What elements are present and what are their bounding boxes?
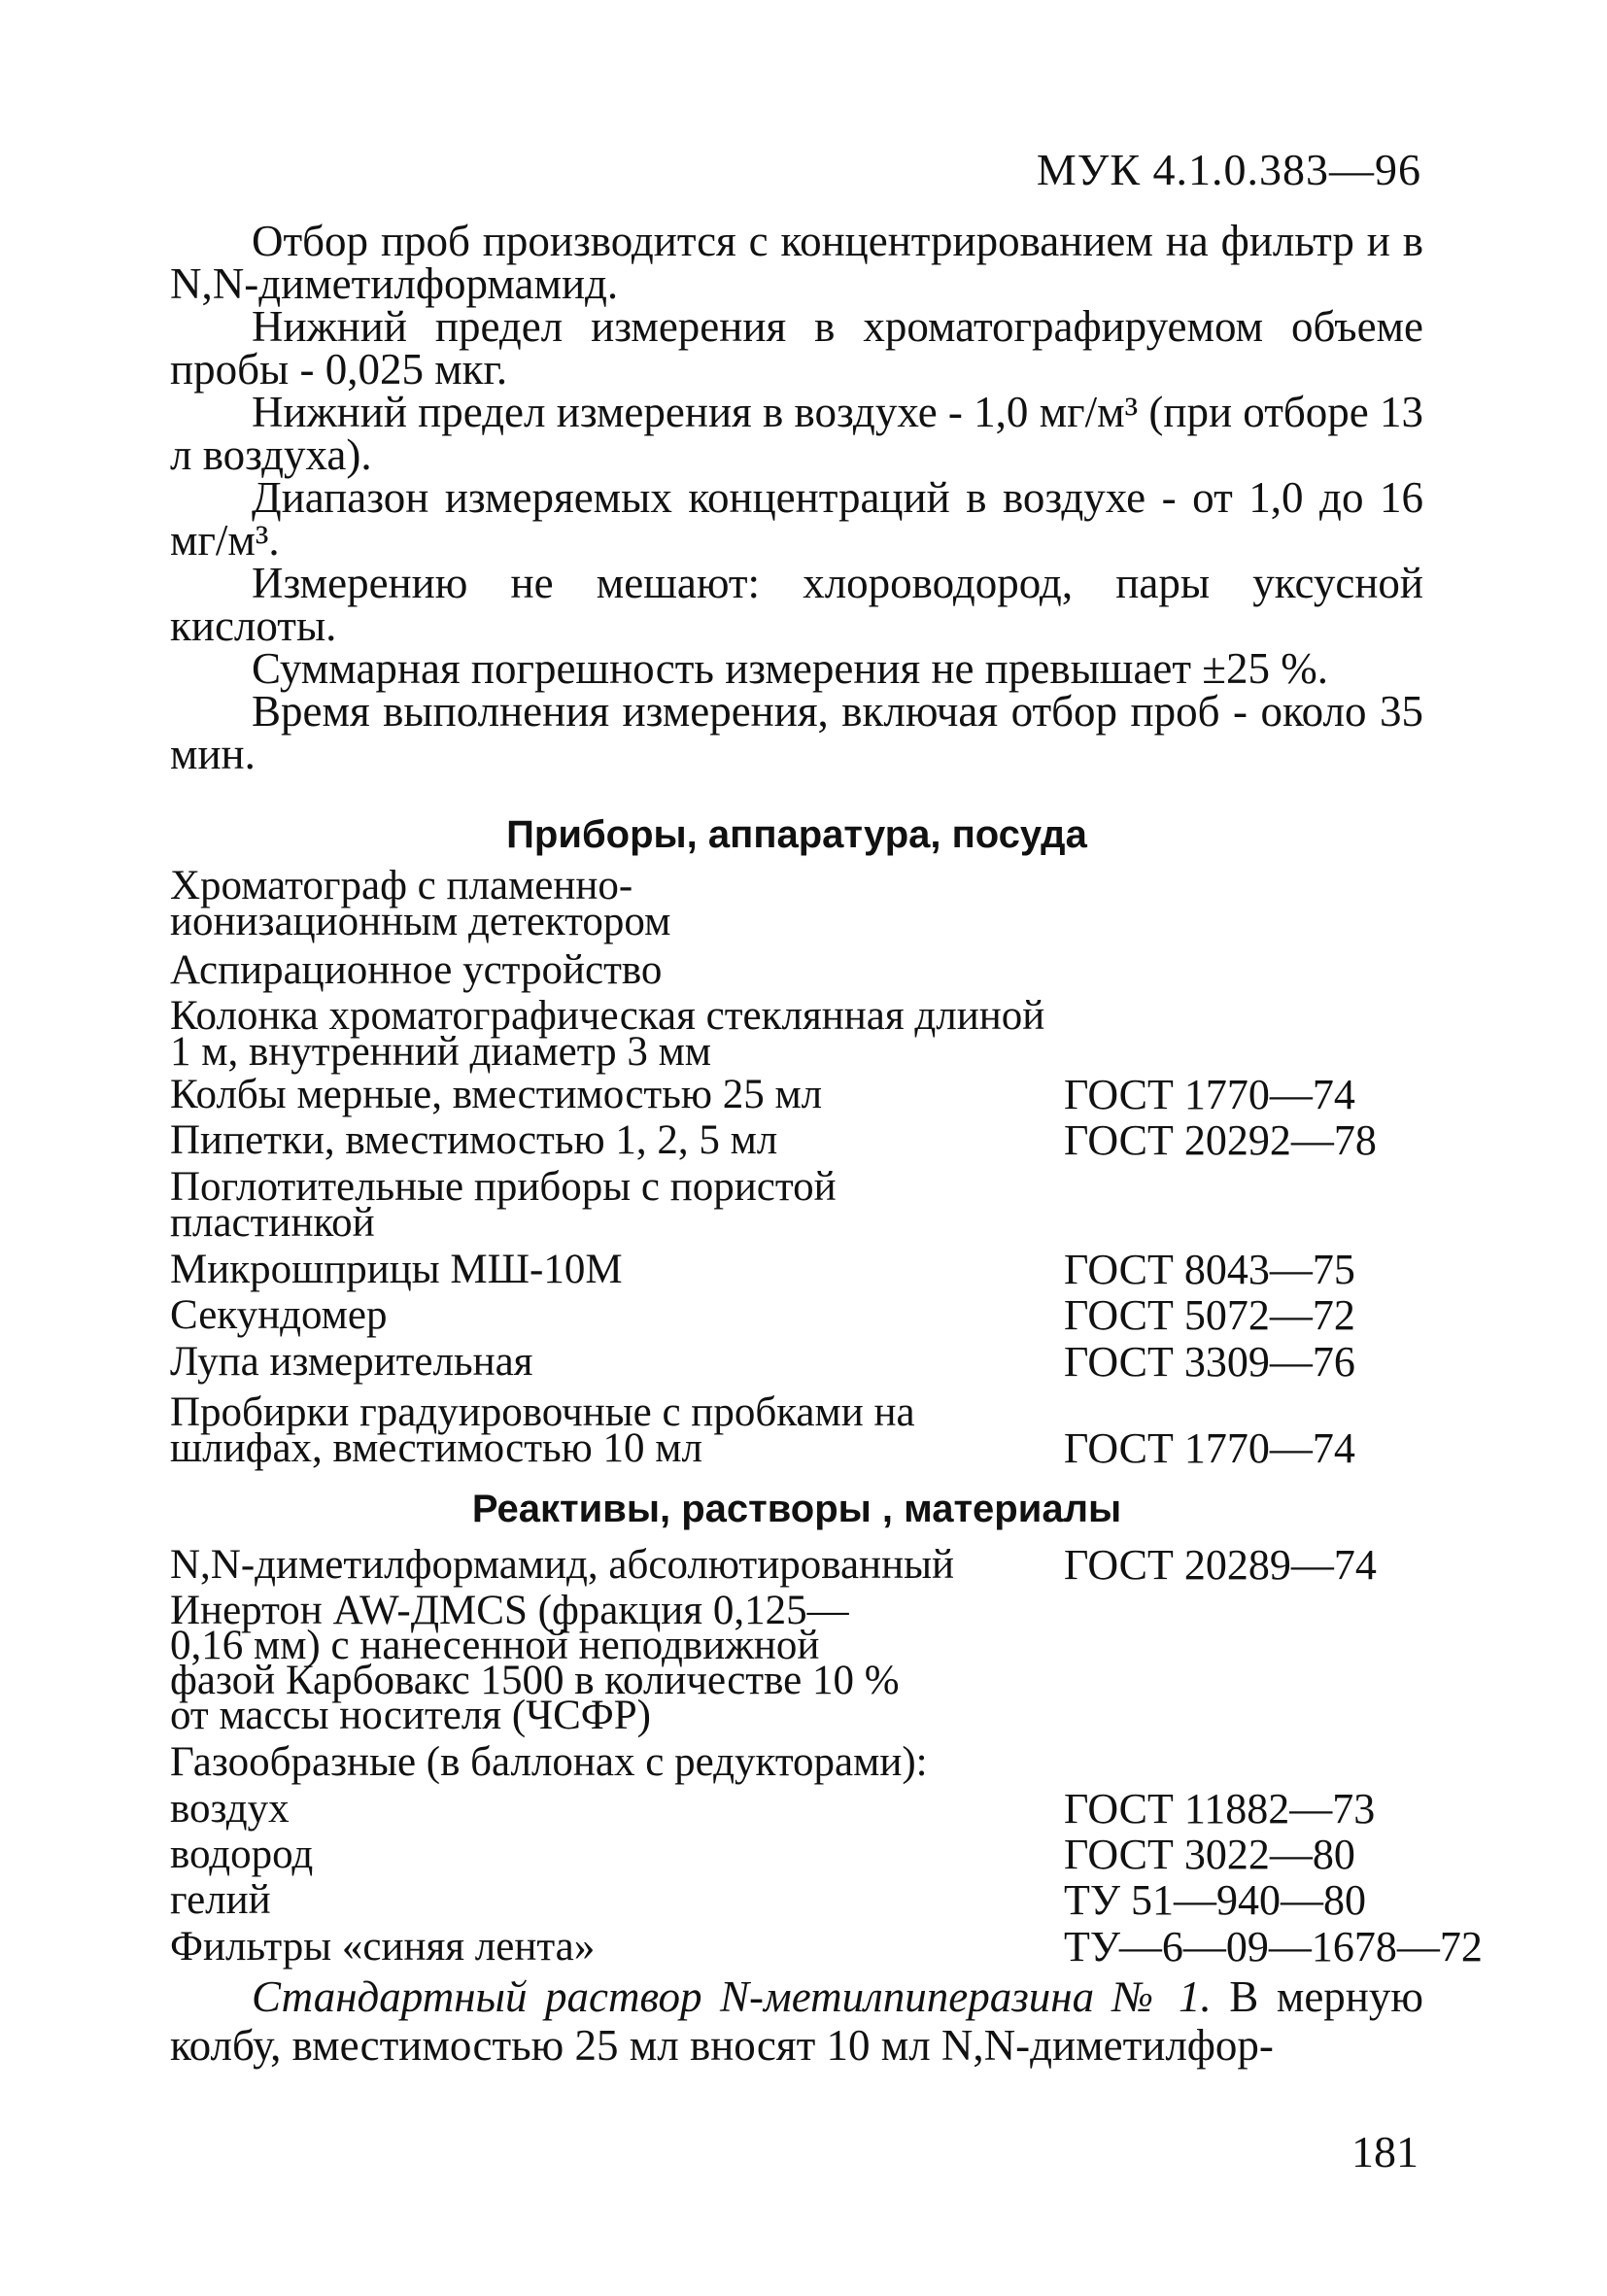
item-name: Газообразные (в баллонах с редукторами):	[170, 1739, 928, 1785]
item-standard: ГОСТ 20289—74	[1064, 1541, 1377, 1589]
intro-paragraph: Нижний предел измерения в хроматографируемом объеме пробы - 0,025 мкг.	[170, 302, 1423, 394]
intro-paragraph: Нижний предел измерения в воздухе - 1,0 мг/м³ (при отборе 13 л воздуха).	[170, 388, 1423, 479]
document-code: МУК 4.1.0.383—96	[1036, 145, 1421, 194]
intro-section	[170, 217, 1423, 778]
list-item	[170, 1831, 1355, 1878]
item-standard: ГОСТ 3309—76	[1064, 1338, 1355, 1386]
list-item	[170, 947, 1064, 993]
solution-body: В мерную колбу, вместимостью 25 мл вносят 10 мл N,N-диметилфор-	[170, 1972, 1424, 2070]
list-item	[170, 1116, 1377, 1164]
list-item	[170, 1541, 1377, 1589]
list-item	[170, 1588, 908, 1738]
intro-paragraph: Измерению не мешают: хлороводород, пары уксусной кислоты.	[170, 559, 1423, 650]
item-standard: ТУ 51—940—80	[1064, 1876, 1367, 1924]
item-name: Хроматограф с пламенно-ионизационным детектором	[170, 863, 671, 944]
item-name: воздух	[170, 1786, 290, 1832]
list-item	[170, 1876, 1367, 1924]
list-item	[170, 1291, 1355, 1339]
item-name: Секундомер	[170, 1292, 388, 1338]
item-standard: ГОСТ 20292—78	[1064, 1116, 1377, 1164]
item-name: водород	[170, 1832, 314, 1877]
intro-paragraph: Отбор проб производится с концентрированием на фильтр и в N,N-диметилформамид.	[170, 217, 1423, 308]
intro-paragraph: Диапазон измеряемых концентраций в воздухе - от 1,0 до 16 мг/м³.	[170, 473, 1423, 565]
section-title-reagents: Реактивы, растворы , материалы	[471, 1488, 1122, 1530]
list-item	[170, 1785, 1376, 1833]
item-standard: ГОСТ 3022—80	[1064, 1831, 1355, 1878]
item-name: Поглотительные приборы с пористой пластинкой	[170, 1164, 837, 1246]
list-item	[170, 863, 772, 944]
item-name: Микрошприцы МШ-10М	[170, 1247, 623, 1292]
list-item	[170, 1923, 1483, 1970]
item-standard: ГОСТ 1770—74	[1064, 1424, 1355, 1472]
section-title-equipment: Приборы, аппаратура, посуда	[506, 813, 1087, 856]
list-item	[170, 993, 1064, 1075]
list-item	[170, 1246, 1355, 1293]
solution-paragraph	[170, 1972, 1423, 2070]
list-item	[170, 1071, 1355, 1118]
item-standard: ГОСТ 8043—75	[1064, 1246, 1355, 1293]
intro-paragraph: Суммарная погрешность измерения не превышает ±25 %.	[252, 644, 1328, 693]
list-item	[170, 1164, 1025, 1246]
item-standard: ГОСТ 5072—72	[1064, 1291, 1355, 1339]
list-item	[170, 1338, 1355, 1386]
page-number: 181	[1351, 2127, 1419, 2176]
list-item	[170, 1739, 1064, 1785]
item-name: Фильтры «синяя лента»	[170, 1924, 596, 1970]
intro-paragraph: Время выполнения измерения, включая отбор проб - около 35 мин.	[170, 687, 1423, 778]
item-standard: ГОСТ 1770—74	[1064, 1071, 1355, 1118]
item-name: Аспирационное устройство	[170, 947, 663, 993]
item-name: N,N-диметилформамид, абсолютированный	[170, 1542, 954, 1588]
item-name: Колонка хроматографическая стеклянная длиной 1 м, внутренний диаметр 3 мм	[170, 993, 1045, 1075]
item-name: Колбы мерные, вместимостью 25 мл	[170, 1072, 823, 1117]
item-standard: ТУ—6—09—1678—72	[1064, 1923, 1483, 1970]
item-name: гелий	[170, 1877, 271, 1923]
item-name: Лупа измерительная	[170, 1339, 533, 1385]
solution-heading: Стандартный раствор N-метилпиперазина № 1.	[252, 1972, 1212, 2021]
item-name: Инертон AW-ДМCS (фракция 0,125—0,16 мм) с нанесенной неподвижной фазой Карбовакс 1500 в количестве 10 % от массы носителя (ЧСФР)	[170, 1588, 900, 1738]
list-item	[170, 1389, 1355, 1472]
item-standard: ГОСТ 11882—73	[1064, 1785, 1376, 1833]
solution-text	[170, 1972, 1423, 2070]
item-name: Пипетки, вместимостью 1, 2, 5 мл	[170, 1117, 778, 1163]
item-name: Пробирки градуировочные с пробками на шлифах, вместимостью 10 мл	[170, 1389, 915, 1471]
